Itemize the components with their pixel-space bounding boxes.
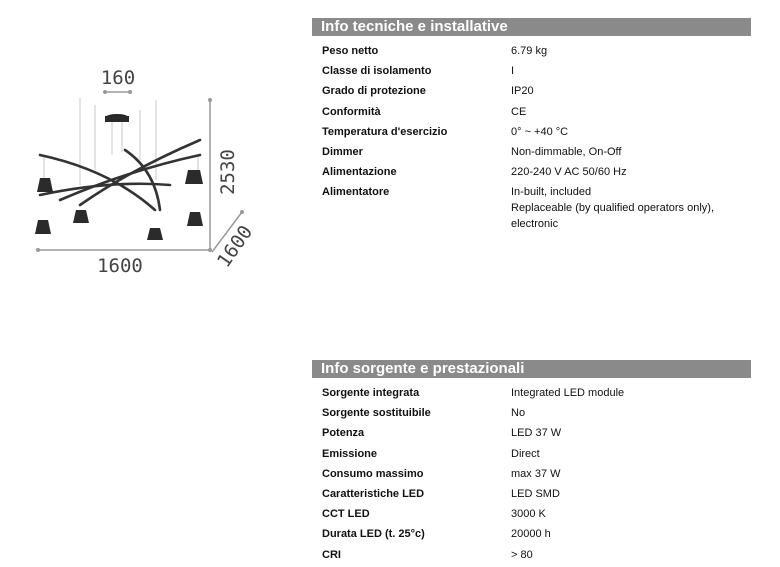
- spec-label: Potenza: [322, 427, 365, 440]
- spec-row: [322, 83, 751, 99]
- spec-label: Sorgente sostituibile: [322, 407, 431, 420]
- spec-value: LED SMD: [511, 487, 560, 500]
- spec-value: No: [511, 407, 526, 420]
- spec-label: Peso netto: [322, 45, 379, 57]
- spec-label: CRI: [322, 548, 341, 561]
- technical-info-rows: [312, 43, 751, 232]
- spec-label: Emissione: [322, 447, 378, 460]
- spec-row: [322, 446, 751, 462]
- spec-row: [322, 385, 751, 401]
- spec-row: [322, 405, 751, 421]
- spec-label: Grado di protezione: [322, 85, 426, 98]
- spec-row: [322, 144, 751, 160]
- spec-row: [322, 63, 751, 79]
- spec-value: CE: [511, 105, 527, 118]
- dim-depth-label: 1600: [212, 221, 258, 272]
- spec-row: [322, 547, 751, 563]
- spec-row: [322, 164, 751, 180]
- spec-label: Alimentazione: [322, 166, 397, 179]
- source-info-section: [312, 360, 751, 567]
- spec-value: 220-240 V AC 50/60 Hz: [511, 166, 627, 179]
- dim-height-label: 2530: [217, 149, 239, 195]
- spec-value: I: [511, 65, 515, 78]
- spec-row: [322, 124, 751, 140]
- spec-row: [322, 506, 751, 522]
- spec-label: Alimentatore: [322, 186, 390, 199]
- spec-label: Sorgente integrata: [322, 387, 420, 399]
- spec-label: Caratteristiche LED: [322, 487, 425, 500]
- spec-label: CCT LED: [322, 508, 370, 521]
- spec-row: [322, 526, 751, 542]
- spec-value: LED 37 W: [511, 427, 562, 440]
- spec-label: Durata LED (t. 25°c): [322, 528, 425, 541]
- dim-top-label: 160: [100, 67, 136, 89]
- spec-value: Direct: [511, 447, 540, 460]
- technical-info-section: [312, 18, 751, 237]
- suspension-wires: [44, 98, 198, 185]
- spec-label: Temperatura d'esercizio: [322, 125, 448, 138]
- spec-label: Consumo massimo: [322, 467, 424, 480]
- spec-label: Classe di isolamento: [322, 65, 432, 78]
- source-info-rows: [312, 385, 751, 563]
- technical-info-header: Info tecniche e installative: [312, 18, 751, 36]
- lamp-arms: [40, 140, 200, 210]
- spec-value: Non-dimmable, On-Off: [511, 145, 622, 158]
- spec-row: [322, 486, 751, 502]
- dim-width-label: 1600: [97, 255, 143, 277]
- spec-value: IP20: [511, 85, 534, 98]
- spec-value: 20000 h: [511, 528, 551, 541]
- spec-value: 3000 K: [511, 508, 546, 521]
- spec-value: 6.79 kg: [511, 45, 548, 57]
- spec-value: > 80: [511, 548, 533, 561]
- spec-value: In-built, included Replaceable (by qualified operators only), electronic: [511, 186, 715, 231]
- spec-row: [322, 466, 751, 482]
- spec-value: 0° ~ +40 °C: [511, 125, 569, 138]
- spec-row: [322, 104, 751, 120]
- spec-label: Conformità: [322, 105, 381, 118]
- spec-row: [322, 184, 751, 232]
- spec-row: [322, 425, 751, 441]
- source-info-header: Info sorgente e prestazionali: [312, 360, 751, 378]
- spec-label: Dimmer: [322, 145, 363, 158]
- product-dimension-drawing: [20, 60, 280, 290]
- spec-value: Integrated LED module: [511, 387, 625, 399]
- spec-row: [322, 43, 751, 59]
- spec-value: max 37 W: [511, 467, 561, 480]
